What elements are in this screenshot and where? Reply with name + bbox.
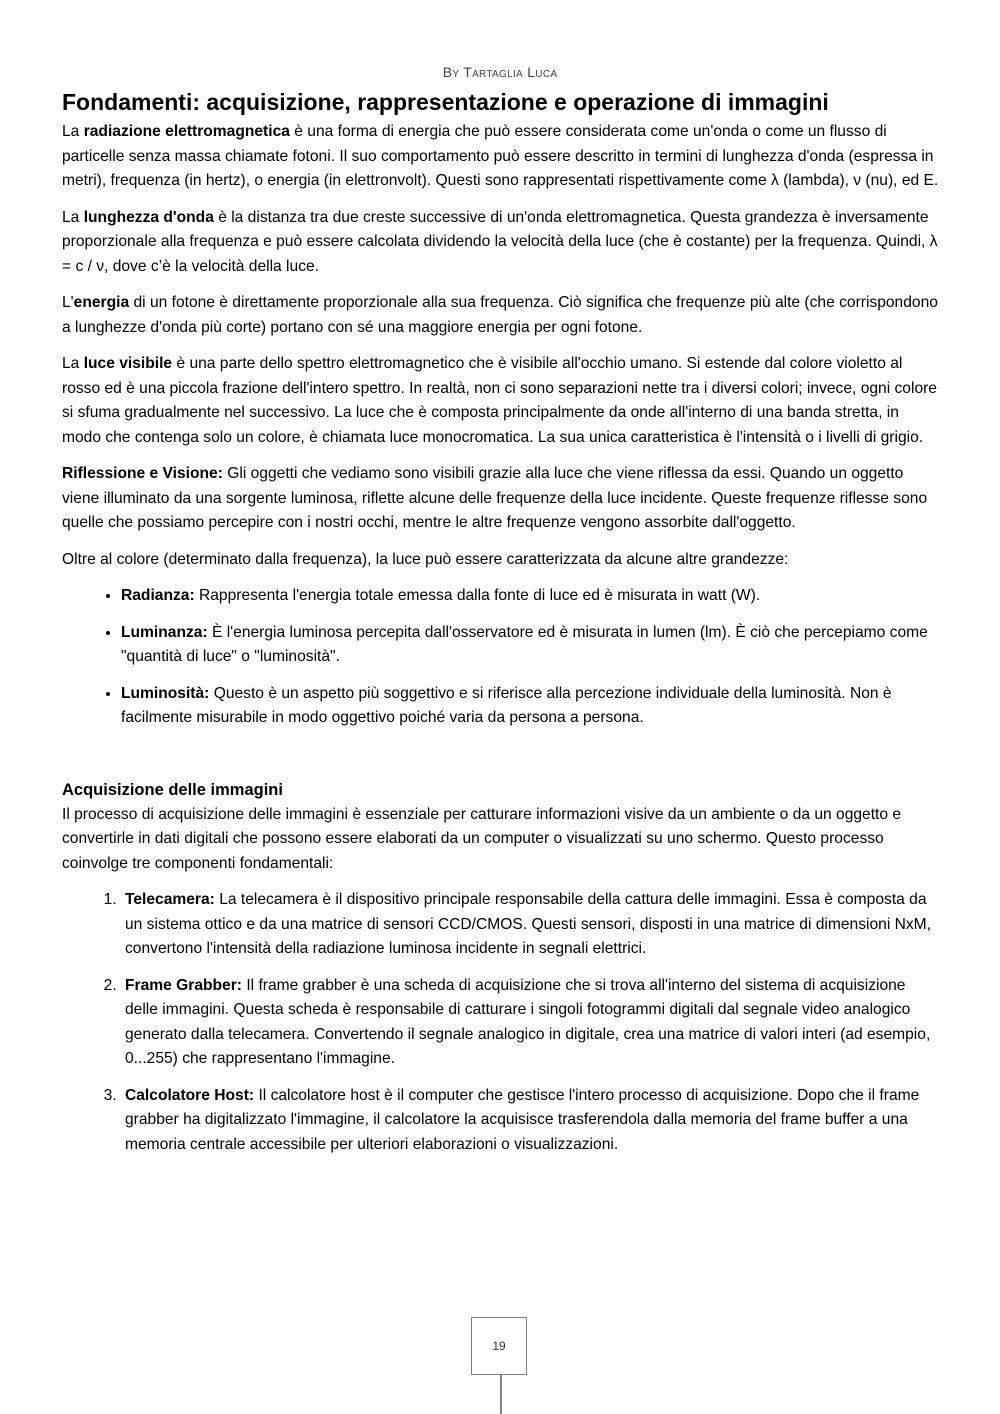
section-heading: Acquisizione delle immagini bbox=[62, 780, 283, 799]
numbered-list-componenti bbox=[62, 888, 942, 1157]
paragraph-acquisizione-intro: Il processo di acquisizione delle immagini è essenziale per catturare informazioni visive da un ambiente o da un oggetto e convertirle in dati digitali che possono essere elaborati da un computer o visualizzati su uno schermo. Questo processo coinvolge tre componenti fondamentali: bbox=[62, 805, 902, 872]
page-number-box bbox=[471, 1317, 527, 1375]
list-item: 3. Calcolatore Host: Il calcolatore host è il computer che gestisce l'intero processo di acquisizione. Dopo che il frame grabber ha digitalizzato l'immagine, il calcolatore la acquisisce trasferendola dalla memoria del frame buffer a una memoria centrale accessibile per ulteriori elaborazioni o visualizzazioni. bbox=[121, 1084, 942, 1158]
paragraph-grandezze-intro: Oltre al colore (determinato dalla frequenza), la luce può essere caratterizzata da alcune altre grandezze: bbox=[62, 550, 789, 568]
paragraph-riflessione: Riflessione e Visione: Gli oggetti che vediamo sono visibili grazie alla luce che viene riflessa da essi. Quando un oggetto viene illuminato da una sorgente luminosa, riflette alcune delle frequenze della luce incidente. Queste frequenze riflesse sono quelle che possiamo percepire con i nostri occhi, mentre le altre frequenze vengono assorbite dall'oggetto. bbox=[62, 465, 928, 531]
list-item: 1. Telecamera: La telecamera è il dispositivo principale responsabile della cattura delle immagini. Essa è composta da un sistema ottico e da una matrice di sensori CCD/CMOS. Questi sensori, disposti in una matrice di dimensioni NxM, convertono l'intensità della radiazione luminosa incidente in segnali elettrici. bbox=[121, 888, 942, 962]
paragraph-radiazione: La radiazione elettromagnetica è una forma di energia che può essere considerata come un'onda o come un flusso di particelle senza massa chiamate fotoni. Il suo comportamento può essere descritto in termini di lunghezza d'onda (espressa in metri), frequenza (in hertz), o energia (in elettronvolt). Questi sono rappresentati rispettivamente come λ (lambda), ν (nu), ed E. bbox=[62, 123, 939, 189]
section-spacer bbox=[62, 743, 942, 777]
bullet-list-grandezze bbox=[62, 584, 942, 731]
paragraph-lunghezza-onda: La lunghezza d'onda è la distanza tra due creste successive di un'onda elettromagnetica. Questa grandezza è inversamente proporzionale alla frequenza e può essere calcolata dividendo la velocità della luce (che è costante) per la frequenza. Quindi, λ = c / ν, dove c’è la velocità della luce. bbox=[62, 208, 938, 275]
paragraph-energia: L'energia di un fotone è direttamente proporzionale alla sua frequenza. Ciò significa che frequenze più alte (che corrispondono a lunghezze d'onda più corte) portano con sé una maggiore energia per ogni fotone. bbox=[62, 294, 938, 336]
running-header: By Tartaglia Luca bbox=[442, 64, 558, 80]
list-item: • Luminanza: È l'energia luminosa percepita dall'osservatore ed è misurata in lumen (lm). È ciò che percepiamo come "quantità di luce" o "luminosità". bbox=[121, 621, 942, 670]
paragraph-luce-visibile: La luce visibile è una parte dello spettro elettromagnetico che è visibile all'occhio umano. Si estende dal colore violetto al rosso ed è una piccola frazione dell'intero spettro. In realtà, non ci sono separazioni nette tra i diversi colori; invece, ogni colore si sfuma gradualmente nel successivo. La luce che è composta principalmente da onde all'interno di una banda stretta, in modo che contenga solo un colore, è chiamata luce monocromatica. La sua unica caratteristica è l'intensità o i livelli di grigio. bbox=[62, 355, 937, 446]
page-content bbox=[62, 86, 942, 1169]
page-number-line bbox=[500, 1375, 502, 1414]
page-title: Fondamenti: acquisizione, rappresentazione e operazione di immagini bbox=[62, 89, 829, 115]
list-item: • Luminosità: Questo è un aspetto più soggettivo e si riferisce alla percezione individuale della luminosità. Non è facilmente misurabile in modo oggettivo poiché varia da persona a persona. bbox=[121, 682, 942, 731]
list-item: 2. Frame Grabber: Il frame grabber è una scheda di acquisizione che si trova all'interno del sistema di acquisizione delle immagini. Questa scheda è responsabile di catturare i singoli fotogrammi digitali dal segnale video analogico generato dalla telecamera. Convertendo il segnale analogico in digitale, crea una matrice di valori interi (ad esempio, 0...255) che rappresentano l'immagine. bbox=[121, 974, 942, 1072]
page-number: 19 bbox=[492, 1339, 506, 1353]
list-item: • Radianza: Rappresenta l'energia totale emessa dalla fonte di luce ed è misurata in watt (W). bbox=[121, 584, 942, 609]
